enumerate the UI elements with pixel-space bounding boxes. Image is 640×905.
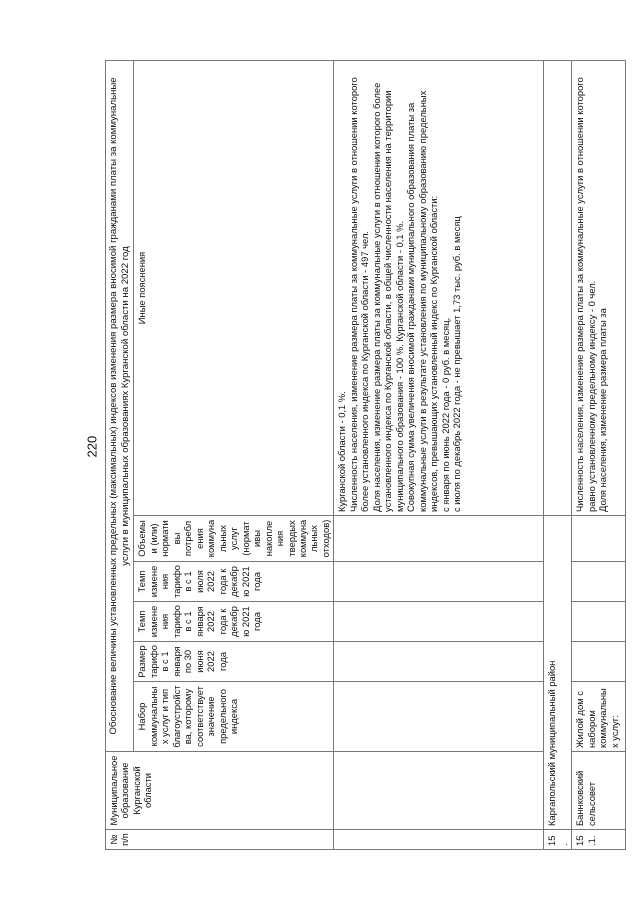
explanation-line: Доля населения, изменение размера платы за коммунальные услуги в отношении которого более установленного индекса по Курганской области, в общей численности населения на территории муниципального образования - 100 %. Курганской области - 0,1 %.: [370, 82, 405, 512]
header-explanations: Иные пояснения: [134, 61, 334, 516]
row-num: 15.: [544, 830, 572, 850]
row-num: 15.1.: [572, 830, 626, 850]
explanation-line: Численность населения, изменение размера платы за коммунальные услуги в отношении которого более установленного индекса по Курганской области - 497 чел.: [347, 77, 371, 512]
table-row-continued: [334, 61, 544, 850]
explanation-cell: [572, 61, 626, 516]
rotated-page: [105, 60, 620, 850]
header-tariff-rate-jan: Темп изменения тарифов с 1 января 2022 года к декабрю 2021 года: [134, 602, 334, 642]
header-service: Набор коммунальных услуг и тип благоустройства, которому соответствует значение предельного индекса: [134, 682, 334, 752]
header-tariff-rate-jul: Темп изменения тарифов с 1 июля 2022 года к декабрю 2021 года: [134, 562, 334, 602]
explanation-line: Совокупная сумма увеличения вносимой гражданами муниципального образования платы за коммунальные услуги в результате установления по муниципальному образованию предельных индексов, превышающих установленный индекс по Курганской области:: [405, 90, 440, 512]
explanation-line: с июля по декабрь 2022 года - не превышает 1,73 тыс. руб. в месяц: [451, 216, 463, 512]
explanation-line: Доля населения, изменение размера платы за: [597, 308, 609, 512]
explanation-cell: [334, 61, 544, 516]
row-municipality: Баннковский сельсовет: [572, 752, 626, 830]
district-name: Каргапольский муниципальный район: [544, 516, 572, 830]
row-service: Жилой дом с набором коммунальных услуг:: [572, 682, 626, 752]
explanation-line: Курганской области - 0,1 %.: [336, 391, 348, 512]
header-row-columns: [134, 61, 334, 850]
header-num: № п/п: [106, 830, 334, 850]
explanation-line: Численность населения, изменение размера платы за коммунальные услуги в отношении которого равно установленному предельному индексу - 0 чел.: [574, 77, 597, 512]
header-municipality: Муниципальное образование Курганской области: [106, 752, 334, 830]
index-table: [105, 60, 626, 850]
table-row: [572, 61, 626, 850]
header-volumes: Объемы и (или) нормативы потребления коммунальных услуг (нормативы накопления твердых коммунальных отходов): [134, 516, 334, 562]
header-tariff-size: Размер тарифов с 1 января по 30 июня 2022 года: [134, 642, 334, 682]
explanation-line: с января по июнь 2022 года - 0 руб. в месяц,: [439, 317, 451, 512]
page-number: 220: [84, 435, 100, 458]
table-caption: Обоснование величины установленных предельных (максимальных) индексов изменения размера вносимой гражданами платы за коммунальные услуги в муниципальных образованиях Курганской области на 2022 год: [106, 61, 134, 752]
header-row-caption: [106, 61, 134, 850]
table-row-district: [544, 61, 572, 850]
